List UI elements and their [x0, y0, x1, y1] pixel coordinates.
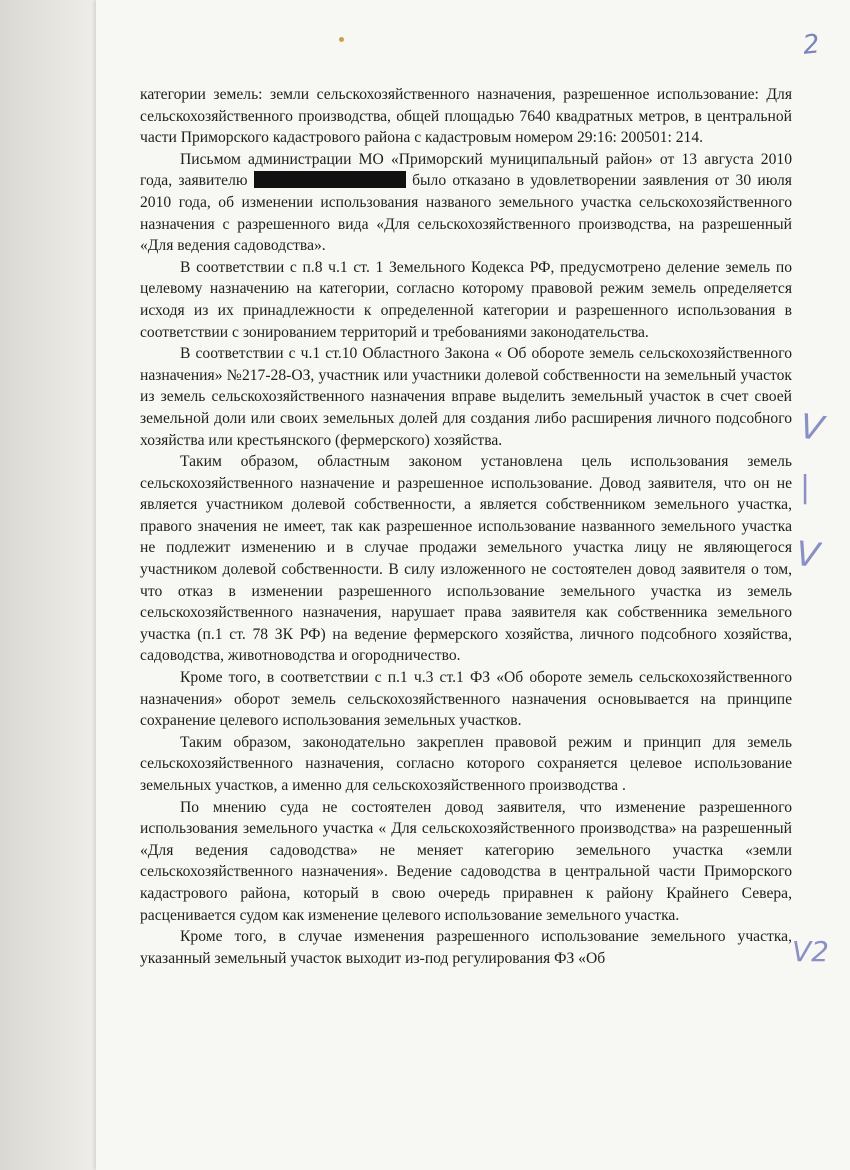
margin-check-mark: V [793, 533, 822, 577]
paragraph: Кроме того, в соответствии с п.1 ч.3 ст.1 ФЗ «Об обороте земель сельскохозяйственного назначения» оборот земель сельскохозяйственного назначения основывается на принципе сохранение целевого использования земельных участков. [140, 669, 792, 730]
paragraph: В соответствии с ч.1 ст.10 Областного Закона « Об обороте земель сельскохозяйственного назначения» №217-28-ОЗ, участник или участники долевой собственности на земельный участок из земель сельскохозяйственного назначения вправе выделить земельный участок в счет своей земельной доли или своих земельных долей для создания либо расширения личного подсобного хозяйства или крестьянского (фермерского) хозяйства. [140, 345, 792, 449]
paragraph: В соответствии с п.8 ч.1 ст. 1 Земельного Кодекса РФ, предусмотрено деление земель по целевому назначению на категории, согласно которому правовой режим земель определяется исходя из их принадлежности к определенной категории и разрешенного использования в соответствии с зонированием территорий и требованиями законодательства. [140, 258, 792, 341]
handwritten-page-number: 2 [801, 29, 822, 61]
document-body [140, 84, 792, 969]
paragraph-text-after-redaction: было отказано в удовлетворении заявления от 30 июля 2010 года, об изменении использования названого земельного участка сельскохозяйственного назначения с разрешенного вида «Для сельскохозяйственного производства, на разрешенный «Для ведения садоводства». [140, 172, 792, 255]
paragraph: Кроме того, в случае изменения разрешенного использование земельного участка, указанный земельный участок выходит из-под регулирования ФЗ «Об [140, 928, 792, 967]
paragraph-with-redaction [140, 149, 792, 257]
paragraph: Таким образом, законодательно закреплен правовой режим и принцип для земель сельскохозяйственного назначения, согласно которого сохраняется целевое использование земельных участков, а именно для сельскохозяйственного производства . [140, 733, 792, 794]
paragraph: По мнению суда не состоятелен довод заявителя, что изменение разрешенного использования земельного участка « Для сельскохозяйственного производства» на разрешенный «Для ведения садоводства» не меняет категорию земельного участка «земли сельскохозяйственного назначения». Ведение садоводства в центральной части Приморского кадастрового района, который в свою очередь приравнен к району Крайнего Севера, расценивается судом как изменение целевого использование земельного участка. [140, 798, 792, 924]
scan-background-edge [0, 0, 96, 1170]
ink-dot [339, 37, 344, 42]
paragraph: категории земель: земли сельскохозяйственного назначения, разрешенное использование: Для сельскохозяйственного производства, общей площадью 7640 квадратных метров, в центральной части Приморского кадастрового района с кадастровым номером 29:16: 200501: 214. [140, 86, 792, 147]
document-page [96, 0, 850, 1170]
paragraph-text-before-redaction: Письмом администрации МО «Приморский муниципальный район» от 13 августа 2010 года, заявителю [140, 150, 792, 190]
margin-line-mark: | [800, 470, 811, 505]
margin-note-mark: V2 [792, 935, 829, 968]
paragraph: Таким образом, областным законом установлена цель использования земель сельскохозяйственного назначение и разрешенное использование. Довод заявителя, что он не является участником долевой собственности, а является собственником земельного участка, правого значения не имеет, так как разрешенное использование названного земельного участка не подлежит изменению и в случае продажи земельного участка лицу не являющегося участником долевой собственности. В силу изложенного не состоятелен довод заявителя о том, что отказ в изменении разрешенного использование земельного участка из земель сельскохозяйственного назначения, нарушает права заявителя как собственника земельного участка (п.1 ст. 78 ЗК РФ) на ведение фермерского хозяйства, личного подсобного хозяйства, садоводства, животноводства и огородничество. [140, 453, 792, 665]
margin-check-mark: V [797, 406, 826, 450]
redaction-bar [254, 171, 406, 188]
